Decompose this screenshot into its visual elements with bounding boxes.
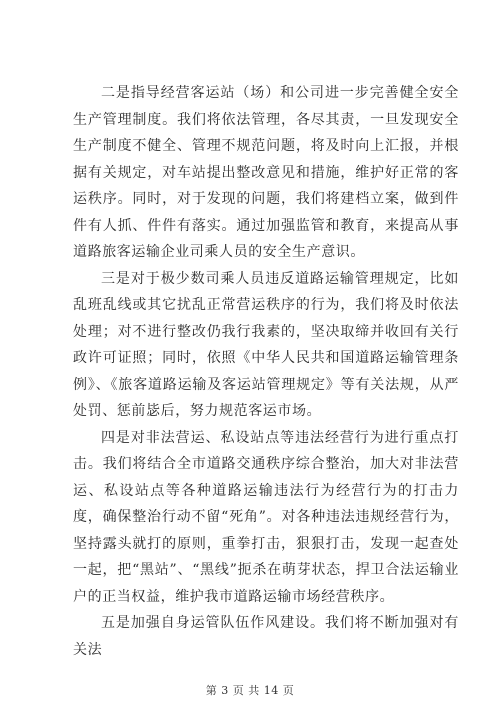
paragraph-2: 二是指导经营客运站（场）和公司进一步完善健全安全生产管理制度。我们将依法管理，各尽其责，一旦发现安全生产制度不健全、管理不规范问题，将及时向上汇报，并根据有关规定，对车站提出整改意见和措施，维护好正常的客运秩序。同时，对于发现的问题，我们将建档立案，做到件件有人抓、件件有落实。通过加强监管和教育，来提高从事道路旅客运输企业司乘人员的安全生产意识。 <box>73 85 459 260</box>
document-body <box>73 80 459 663</box>
paragraph-3: 三是对于极少数司乘人员违反道路运输管理规定，比如乱班乱线或其它扰乱正常营运秩序的行为，我们将及时依法处理；对不进行整改仍我行我素的，坚决取缔并收回有关行政许可证照；同时，依照《中华人民共和国道路运输管理条例》、《旅客道路运输及客运站管理规定》等有关法规，从严处罚、惩前毖后，努力规范客运市场。 <box>73 270 459 419</box>
paragraph-4: 四是对非法营运、私设站点等违法经营行为进行重点打击。我们将结合全市道路交通秩序综合整治，加大对非法营运、私设站点等各种道路运输违法行为经营行为的打击力度，确保整治行动不留“死角”。对各种违法违规经营行为，坚持露头就打的原则，重拳打击，狠狠打击，发现一起查处一起，把“黑站”、“黑线”扼杀在萌芽状态，捍卫合法运输业户的正当权益，维护我市道路运输市场经营秩序。 <box>73 429 459 605</box>
paragraph-5: 五是加强自身运管队伍作风建设。我们将不断加强对有关法 <box>73 615 459 658</box>
page-footer: 第 3 页 共 14 页 <box>205 684 295 697</box>
